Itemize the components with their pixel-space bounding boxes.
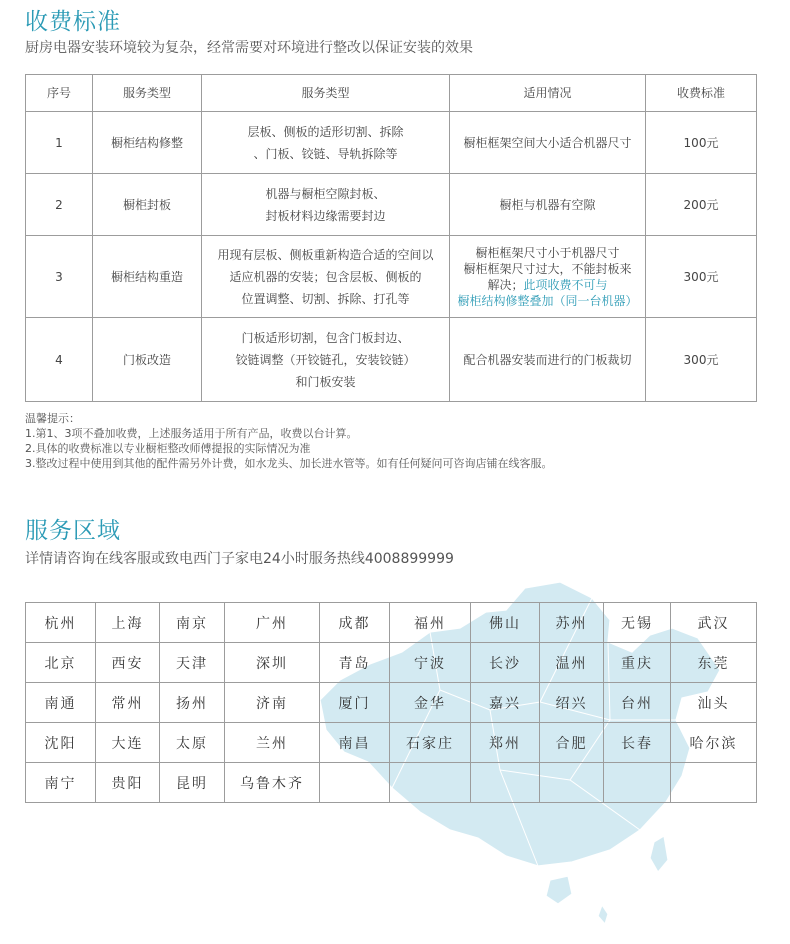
city-cell: 温州 [540,643,604,683]
city-cell: 青岛 [320,643,390,683]
city-cell [604,763,671,803]
city-row [26,683,757,723]
fee-scope-line: 橱柜与机器有空隙 [499,197,596,212]
fee-cell-price: 100元 [646,112,757,174]
city-cell: 石家庄 [390,723,471,763]
fee-section-title: 收费标准 [25,9,121,35]
col-header-scope: 适用情况 [450,75,646,112]
fee-desc-line: 适应机器的安装；包含层板、侧板的 [229,269,422,284]
fee-cell-no: 4 [26,318,93,402]
city-row [26,603,757,643]
city-cell: 长沙 [471,643,540,683]
city-cell [320,763,390,803]
tip-line: 温馨提示： [25,412,80,425]
fee-desc-line: 、门板、铰链、导轨拆除等 [253,146,398,161]
fee-cell-desc [202,112,450,174]
city-cell: 武汉 [671,603,757,643]
fee-scope-line: 橱柜框架空间大小适合机器尺寸 [463,135,632,150]
fee-desc-line: 封板材料边缘需要封边 [265,208,386,223]
fee-desc-line: 机器与橱柜空隙封板、 [265,186,386,201]
fee-scope-highlight: 此项收费不可与 [523,277,608,292]
col-header-price: 收费标准 [646,75,757,112]
area-section-subtitle: 详情请咨询在线客服或致电西门子家电24小时服务热线4008899999 [25,551,454,567]
city-cell: 金华 [390,683,471,723]
city-cell: 福州 [390,603,471,643]
city-cell: 西安 [96,643,160,683]
fee-scope-line: 配合机器安装而进行的门板裁切 [463,352,632,367]
fee-section-subtitle: 厨房电器安装环境较为复杂，经常需要对环境进行整改以保证安装的效果 [25,40,473,56]
fee-row [26,174,757,236]
fee-cell-type: 橱柜结构修整 [93,112,202,174]
city-cell [540,763,604,803]
fee-desc-line: 位置调整、切割、拆除、打孔等 [241,291,410,306]
city-cell: 台州 [604,683,671,723]
fee-table [25,74,757,402]
city-row [26,763,757,803]
city-cell [471,763,540,803]
city-cell: 太原 [160,723,225,763]
city-cell: 合肥 [540,723,604,763]
fee-row [26,112,757,174]
city-cell: 南京 [160,603,225,643]
fee-cell-scope [450,174,646,236]
city-cell: 嘉兴 [471,683,540,723]
city-cell: 上海 [96,603,160,643]
area-section-title: 服务区域 [25,518,121,544]
fee-desc-line: 用现有层板、侧板重新构造合适的空间以 [217,247,434,262]
city-row [26,723,757,763]
city-cell: 厦门 [320,683,390,723]
fee-desc-line: 铰链调整（开铰链孔，安装铰链） [235,352,416,367]
city-cell: 昆明 [160,763,225,803]
city-cell: 绍兴 [540,683,604,723]
fee-scope-line: 橱柜框架尺寸小于机器尺寸 [475,245,620,260]
city-cell: 南宁 [26,763,96,803]
fee-cell-type: 橱柜封板 [93,174,202,236]
city-table [25,602,757,803]
city-cell: 南通 [26,683,96,723]
tips-notes [25,411,553,471]
fee-cell-no: 3 [26,236,93,318]
city-cell: 北京 [26,643,96,683]
city-cell [390,763,471,803]
col-header-desc: 服务类型 [202,75,450,112]
city-cell: 天津 [160,643,225,683]
city-cell: 贵阳 [96,763,160,803]
city-cell: 哈尔滨 [671,723,757,763]
fee-cell-scope [450,112,646,174]
city-cell: 济南 [225,683,320,723]
fee-cell-desc [202,318,450,402]
city-cell: 沈阳 [26,723,96,763]
fee-cell-type: 橱柜结构重造 [93,236,202,318]
fee-desc-line: 层板、侧板的适形切割、拆除 [247,124,404,139]
fee-cell-no: 1 [26,112,93,174]
city-cell: 重庆 [604,643,671,683]
city-cell: 乌鲁木齐 [225,763,320,803]
fee-cell-type: 门板改造 [93,318,202,402]
col-header-no: 序号 [26,75,93,112]
fee-scope-line: 解决； [487,277,524,292]
fee-cell-scope [450,318,646,402]
col-header-type: 服务类型 [93,75,202,112]
fee-cell-desc [202,236,450,318]
city-row [26,643,757,683]
fee-cell-price: 300元 [646,236,757,318]
fee-cell-scope [450,236,646,318]
city-cell: 兰州 [225,723,320,763]
fee-desc-line: 门板适形切割，包含门板封边、 [241,330,410,345]
fee-cell-desc [202,174,450,236]
tip-line: 1.第1、3项不叠加收费，上述服务适用于所有产品，收费以台计算。 [25,427,358,440]
city-cell: 大连 [96,723,160,763]
city-cell: 佛山 [471,603,540,643]
tip-line: 3.整改过程中使用到其他的配件需另外计费，如水龙头、加长进水管等。如有任何疑问可咨询店铺在线客服。 [25,457,553,470]
city-cell: 郑州 [471,723,540,763]
fee-row [26,236,757,318]
city-cell [671,763,757,803]
tip-line: 2.具体的收费标准以专业橱柜整改师傅提报的实际情况为准 [25,442,311,455]
city-cell: 汕头 [671,683,757,723]
fee-scope-highlight: 橱柜结构修整叠加（同一台机器） [457,293,638,308]
fee-desc-line: 和门板安装 [295,374,356,389]
fee-scope-line: 橱柜框架尺寸过大，不能封板来 [463,261,632,276]
city-cell: 常州 [96,683,160,723]
fee-cell-price: 200元 [646,174,757,236]
city-cell: 杭州 [26,603,96,643]
city-cell: 成都 [320,603,390,643]
fee-cell-price: 300元 [646,318,757,402]
city-cell: 扬州 [160,683,225,723]
city-cell: 东莞 [671,643,757,683]
city-cell: 广州 [225,603,320,643]
fee-table-header [26,75,757,112]
city-cell: 长春 [604,723,671,763]
fee-row [26,318,757,402]
fee-cell-no: 2 [26,174,93,236]
city-cell: 苏州 [540,603,604,643]
city-cell: 无锡 [604,603,671,643]
city-cell: 深圳 [225,643,320,683]
city-cell: 南昌 [320,723,390,763]
city-cell: 宁波 [390,643,471,683]
